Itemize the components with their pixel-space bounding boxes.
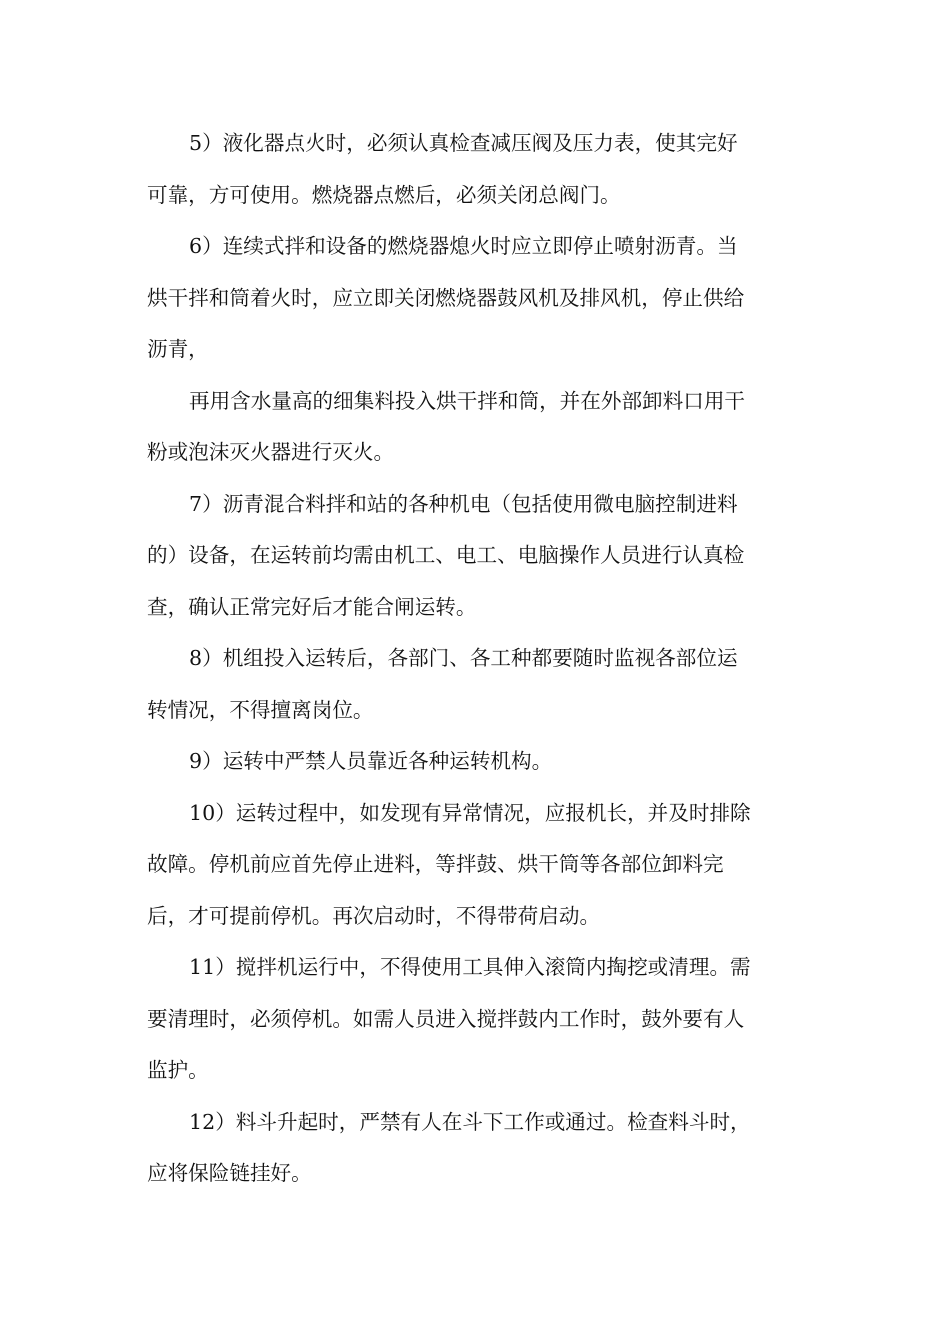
paragraph-line: 查，确认正常完好后才能合闸运转。	[147, 594, 477, 619]
paragraph-12	[147, 1097, 801, 1200]
paragraph-line: 沥青，	[147, 337, 209, 361]
paragraph-6	[147, 221, 801, 376]
paragraph-line: 监护。	[147, 1058, 209, 1082]
paragraph-line: 可靠，方可使用。燃烧器点燃后，必须关闭总阀门。	[147, 182, 621, 207]
paragraph-line: 8）机组投入运转后，各部门、各工种都要随时监视各部位运	[189, 646, 738, 670]
paragraph-line: 12）料斗升起时，严禁有人在斗下工作或通过。检查料斗时，	[189, 1109, 751, 1134]
paragraph-line: 故障。停机前应首先停止进料，等拌鼓、烘干筒等各部位卸料完	[147, 852, 724, 876]
paragraph-line: 转情况，不得擅离岗位。	[147, 697, 374, 722]
paragraph-line: 粉或泡沫灭火器进行灭火。	[147, 440, 395, 464]
paragraph-10	[147, 788, 801, 943]
paragraph-line: 的）设备，在运转前均需由机工、电工、电脑操作人员进行认真检	[147, 543, 745, 567]
paragraph-line: 10）运转过程中，如发现有异常情况，应报机长，并及时排除	[189, 800, 751, 825]
paragraph-line: 烘干拌和筒着火时，应立即关闭燃烧器鼓风机及排风机，停止供给	[147, 285, 745, 310]
paragraph-line: 后，才可提前停机。再次启动时，不得带荷启动。	[147, 903, 601, 928]
paragraph-line: 11）搅拌机运行中，不得使用工具伸入滚筒内掏挖或清理。需	[189, 955, 751, 979]
paragraph-line: 7）沥青混合料拌和站的各种机电（包括使用微电脑控制进料	[189, 491, 738, 516]
paragraph-line: 9）运转中严禁人员靠近各种运转机构。	[189, 749, 553, 773]
paragraph-line: 再用含水量高的细集料投入烘干拌和筒，并在外部卸料口用干	[189, 388, 746, 413]
paragraph-line: 6）连续式拌和设备的燃烧器熄火时应立即停止喷射沥青。当	[189, 234, 738, 258]
paragraph-5	[147, 118, 801, 221]
document-body	[147, 118, 801, 1200]
paragraph-6-continued	[147, 376, 801, 479]
paragraph-8	[147, 633, 801, 736]
paragraph-line: 要清理时，必须停机。如需人员进入搅拌鼓内工作时，鼓外要有人	[147, 1006, 745, 1031]
paragraph-11	[147, 942, 801, 1097]
paragraph-7	[147, 479, 801, 634]
paragraph-9	[147, 736, 801, 788]
paragraph-line: 应将保险链挂好。	[147, 1161, 312, 1185]
paragraph-line: 5）液化器点火时，必须认真检查减压阀及压力表，使其完好	[189, 131, 738, 155]
